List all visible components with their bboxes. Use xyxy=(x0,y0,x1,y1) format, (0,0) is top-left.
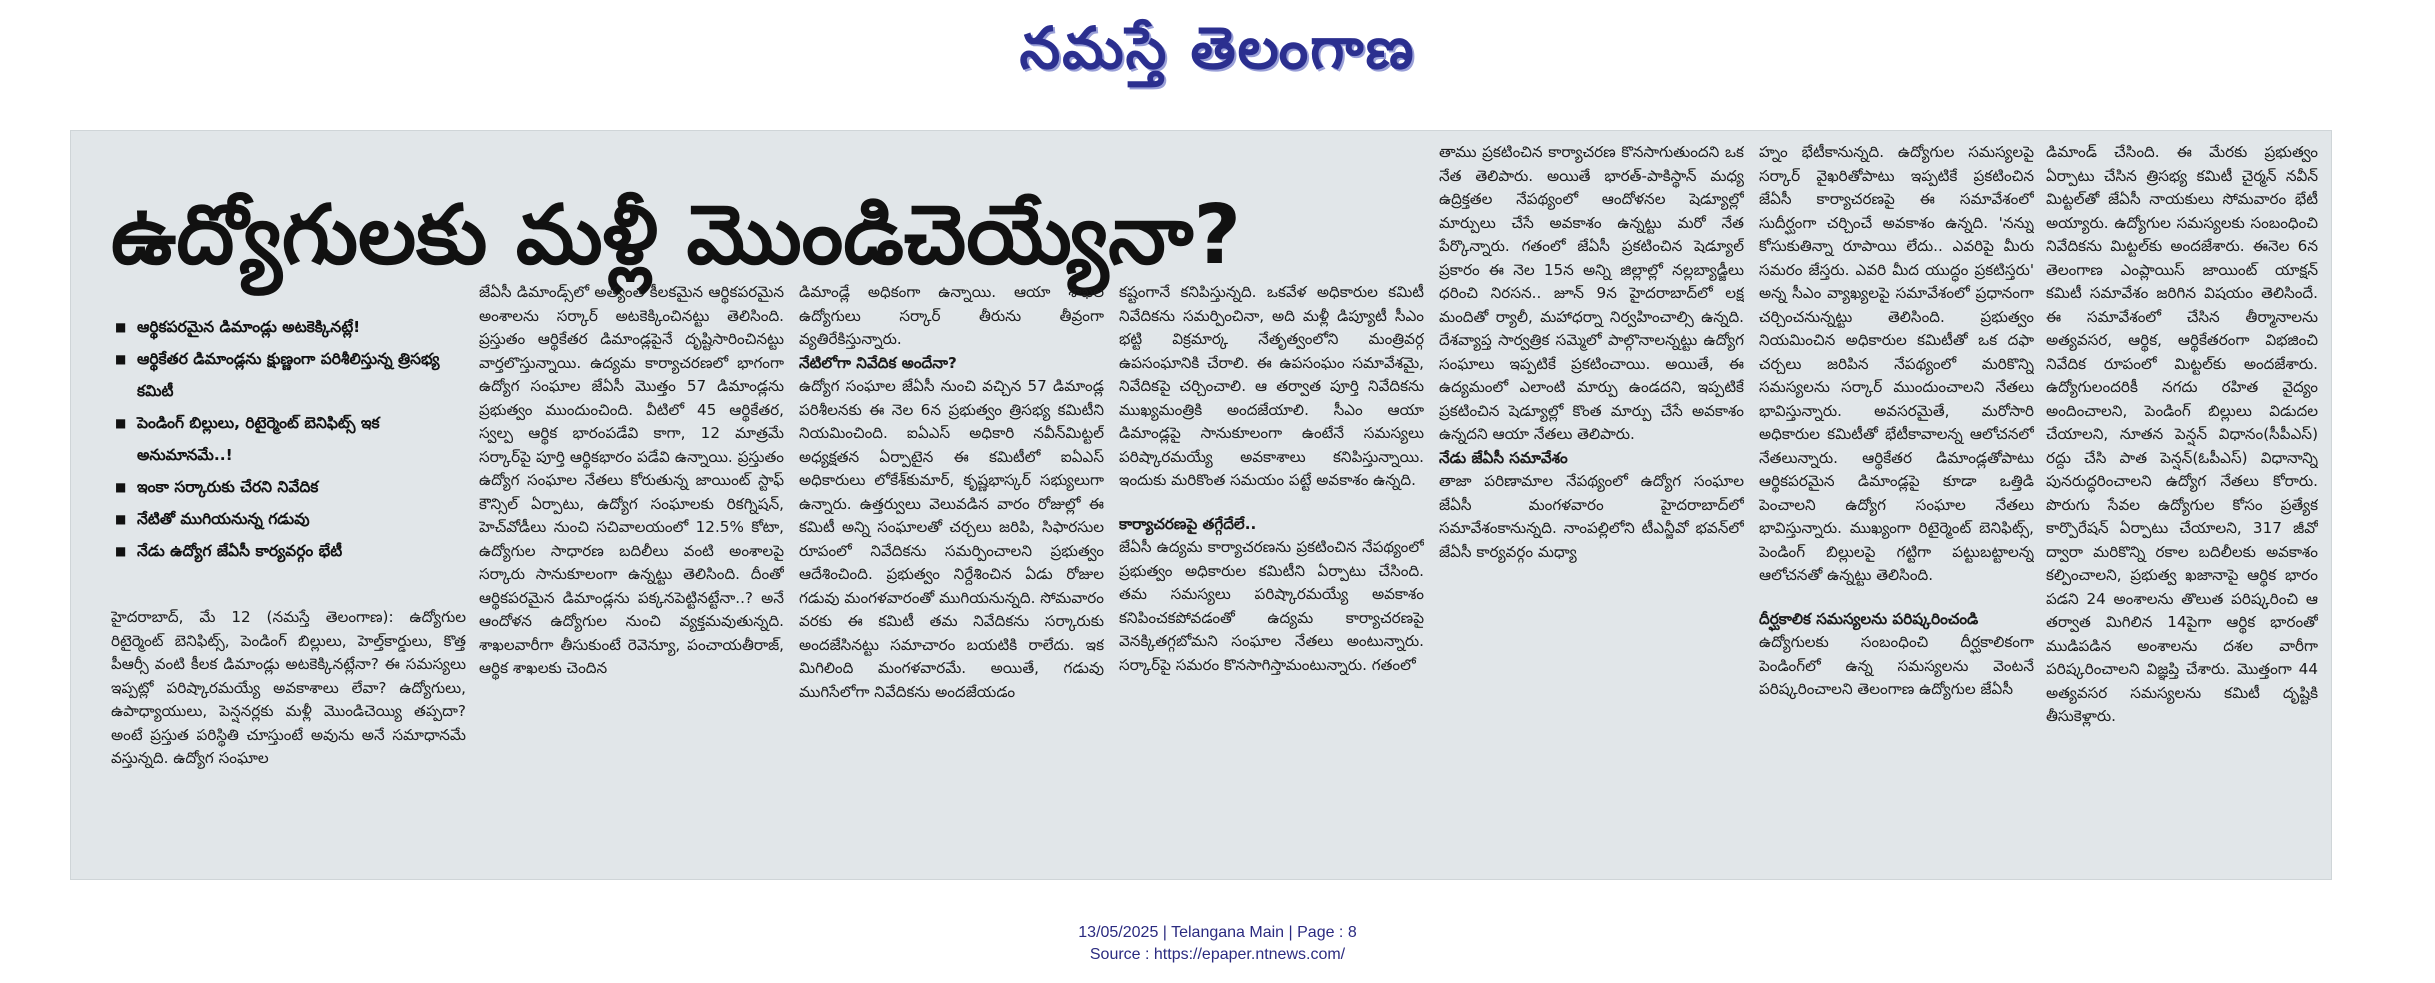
body-paragraph: హైదరాబాద్, మే 12 (నమస్తే తెలంగాణ): ఉద్యోగుల రిటైర్మెంట్ బెనిఫిట్స్, పెండింగ్ బిల్లులు, హెల్త్‌కార్డులు, కొత్త పీఆర్సీ వంటి కీలక డిమాండ్లు అటకెక్కినట్లేనా? ఈ సమస్యలు ఇప్పట్లో పరిష్కారమయ్యే అవకాశాలు లేవా? ఉద్యోగులు, ఉపాధ్యాయులు, పెన్షనర్లకు మళ్లీ మొండిచెయ్యి తప్పదా? అంటే ప్రస్తుత పరిస్థితి చూస్తుంటే అవును అనే సమాధానమే వస్తున్నది. ఉద్యోగ సంఘాల xyxy=(111,608,466,767)
highlight-item: ■ ఇంకా సర్కారుకు చేరని నివేదిక xyxy=(111,471,466,503)
column-3 xyxy=(799,281,1104,866)
body-paragraph: ఉద్యోగులకు సంబంధించి దీర్ఘకాలికంగా పెండింగ్‌లో ఉన్న సమస్యలను వెంటనే పరిష్కరించాలని తెలంగాణ ఉద్యోగుల జేఏసీ xyxy=(1759,633,2034,698)
highlight-item: ■ ఆర్థికపరమైన డిమాండ్లు అటకెక్కినట్లే! xyxy=(111,311,466,343)
body-paragraph: హ్నం భేటీకానున్నది. ఉద్యోగుల సమస్యలపై సర్కార్ వైఖరితోపాటు ఇప్పటికే ప్రకటించిన జేఏసీ కార్యాచరణపై ఈ సమావేశంలో సుదీర్ఘంగా చర్చించే అవకాశం ఉన్నది. 'నన్ను కోసుకుతిన్నా రూపాయి లేదు.. ఎవరిపై మీరు సమరం జేస్తరు. ఎవరి మీద యుద్ధం ప్రకటిస్తరు' అన్న సీఎం వ్యాఖ్యలపై సమావేశంలో ప్రధానంగా చర్చించనున్నట్టు తెలిసింది. ప్రభుత్వం నియమించిన అధికారుల కమిటీతో ఒక దఫా చర్చలు జరిపిన నేపథ్యంలో మరికొన్ని సమస్యలను సర్కార్ ముందుంచాలని నేతలు భావిస్తున్నారు. అవసరమైతే, మరోసారి అధికారుల కమిటీతో భేటీకావాలన్న ఆలోచనలో నేతలున్నారు. ఆర్థికేతర డిమాండ్లతోపాటు ఆర్థికపరమైన డిమాండ్లపై కూడా ఒత్తిడి పెంచాలని ఉద్యోగ సంఘాల నేతలు భావిస్తున్నారు. ముఖ్యంగా రిటైర్మెంట్ బెనిఫిట్స్, పెండింగ్ బిల్లులపై గట్టిగా పట్టుబట్టాలన్న ఆలోచనతో ఉన్నట్టు తెలిసింది. xyxy=(1759,143,2034,584)
column-6 xyxy=(1759,141,2034,866)
headline: ఉద్యోగులకు మళ్లీ మొండిచెయ్యేనా? xyxy=(111,188,1242,283)
subheading: కార్యాచరణపై తగ్గేదేలే.. xyxy=(1119,514,1257,533)
body-paragraph: కష్టంగానే కనిపిస్తున్నది. ఒకవేళ అధికారుల కమిటీ నివేదికను సమర్పించినా, అది మళ్లీ డిప్యూటీ సీఎం భట్టి విక్రమార్క నేతృత్వంలోని మంత్రివర్గ ఉపసంఘానికి చేరాలి. ఈ ఉపసంఘం సమావేశమై, నివేదికపై చర్చించాలి. ఆ తర్వాత పూర్తి నివేదికను ముఖ్యమంత్రికి అందజేయాలి. సీఎం ఆయా డిమాండ్లపై సానుకూలంగా ఉంటేనే సమస్యలు పరిష్కారమయ్యే అవకాశాలు కనిపిస్తున్నాయి. ఇందుకు మరికొంత సమయం పట్టే అవకాశం ఉన్నది. xyxy=(1119,283,1424,489)
column-4 xyxy=(1119,281,1424,866)
masthead xyxy=(0,0,2435,110)
body-paragraph: ఉద్యోగ సంఘాల జేఏసీ నుంచి వచ్చిన 57 డిమాండ్ల పరిశీలనకు ఈ నెల 6న ప్రభుత్వం త్రిసభ్య కమిటీని నియమించింది. ఐఏఎస్ అధికారి నవీన్‌మిట్టల్ అధ్యక్షతన ఏర్పాటైన ఈ కమిటీలో ఐఏఎస్ అధికారులు లోకేశ్‌కుమార్, కృష్ణభాస్కర్ సభ్యులుగా ఉన్నారు. ఉత్తర్వులు వెలువడిన వారం రోజుల్లో ఈ కమిటీ అన్ని సంఘాలతో చర్చలు జరిపి, సిఫారసుల రూపంలో నివేదికను సమర్పించాలని ప్రభుత్వం ఆదేశించింది. ప్రభుత్వం నిర్దేశించిన ఏడు రోజుల గడువు మంగళవారంతో ముగియనున్నది. సోమవారం వరకు ఈ కమిటీ తమ నివేదికను సర్కారుకు అందజేసినట్టు సమాచారం బయటికి రాలేదు. ఇక మిగిలింది మంగళవారమే. అయితే, గడువు ముగిసేలోగా నివేదికను అందజేయడం xyxy=(799,377,1104,701)
column-5 xyxy=(1439,141,1744,866)
column-1 xyxy=(111,606,466,866)
article-clipping xyxy=(70,130,2332,880)
subheading: నేడు జేఏసీ సమావేశం xyxy=(1439,448,1568,467)
subheading: నేటిలోగా నివేదిక అందేనా? xyxy=(799,353,957,372)
body-paragraph: జేఏసీ ఉద్యమ కార్యాచరణను ప్రకటించిన నేపథ్యంలో ప్రభుత్వం అధికారుల కమిటీని ఏర్పాటు చేసింది. తమ సమస్యలు పరిష్కారమయ్యే అవకాశం కనిపించకపోవడంతో ఉద్యమ కార్యాచరణపై వెనక్కితగ్గబోమని సంఘాల నేతలు అంటున్నారు. సర్కార్‌పై సమరం కొనసాగిస్తామంటున్నారు. గతంలో xyxy=(1119,538,1424,674)
subheading: దీర్ఘకాలిక సమస్యలను పరిష్కరించండి xyxy=(1759,609,1979,628)
highlight-item: ■ నేడు ఉద్యోగ జేఏసీ కార్యవర్గం భేటీ xyxy=(111,535,466,567)
body-paragraph: డిమాండ్లే అధికంగా ఉన్నాయి. ఆయా శాఖల ఉద్యోగులు సర్కార్ తీరును తీవ్రంగా వ్యతిరేకిస్తున్నారు. xyxy=(799,283,1104,348)
highlight-item: ■ ఆర్థికేతర డిమాండ్లను క్షుణ్ణంగా పరిశీలిస్తున్న త్రిసభ్య కమిటీ xyxy=(111,343,466,407)
footer-date-page: 13/05/2025 | Telangana Main | Page : 8 xyxy=(1078,924,1357,941)
column-2 xyxy=(479,281,784,866)
body-paragraph: జేఏసీ డిమాండ్స్‌లో అత్యంత కీలకమైన ఆర్థికపరమైన అంశాలను సర్కార్ అటకెక్కించినట్టు తెలిసింది. ప్రస్తుతం ఆర్థికేతర డిమాండ్లపైనే దృష్టిసారించినట్టు వార్తలొస్తున్నాయి. ఉద్యమ కార్యాచరణలో భాగంగా ఉద్యోగ సంఘాల జేఏసీ మొత్తం 57 డిమాండ్లను ప్రభుత్వం ముందుంచింది. వీటిలో 45 ఆర్థికేతర, స్వల్ప ఆర్థిక భారంపడేవి కాగా, 12 మాత్రమే సర్కార్‌పై పూర్తి ఆర్థికభారం పడేవి ఉన్నాయి. ప్రస్తుతం ఉద్యోగ సంఘాల నేతలు కోరుతున్న జాయింట్ స్టాఫ్ కౌన్సిల్ ఏర్పాటు, ఉద్యోగ సంఘాలకు రికగ్నిషన్, హెచ్‌వోడీలు నుంచి సచివాలయంలో 12.5% కోటా, ఉద్యోగుల సాధారణ బదిలీలు వంటి అంశాలపై సర్కారు సానుకూలంగా ఉన్నట్టు తెలిసింది. దీంతో ఆర్థికపరమైన డిమాండ్లను పక్కనపెట్టినట్టేనా..? అనే ఆందోళన ఉద్యోగుల నుంచి వ్యక్తమవుతున్నది. శాఖలవారీగా తీసుకుంటే రెవెన్యూ, పంచాయతీరాజ్, ఆర్థిక శాఖలకు చెందిన xyxy=(479,283,784,677)
highlight-item: ■ నేటితో ముగియనున్న గడువు xyxy=(111,503,466,535)
highlights-list xyxy=(111,311,466,567)
body-paragraph: డిమాండ్ చేసింది. ఈ మేరకు ప్రభుత్వం ఏర్పాటు చేసిన త్రిసభ్య కమిటీ చైర్మన్ నవీన్ మిట్టల్‌తో జేఏసీ నాయకులు సోమవారం భేటీ అయ్యారు. ఉద్యోగుల సమస్యలకు సంబంధించి నివేదికను మిట్టల్‌కు అందజేశారు. ఈనెల 6న తెలంగాణ ఎంప్లాయిస్ జాయింట్ యాక్షన్ కమిటీ సమావేశం జరిగిన విషయం తెలిసిందే. ఈ సమావేశంలో చేసిన తీర్మానాలను అత్యవసర, ఆర్థిక, ఆర్థికేతరంగా విభజించి నివేదిక రూపంలో మిట్టల్‌కు అందజేశారు. ఉద్యోగులందరికీ నగదు రహిత వైద్యం అందించాలని, పెండింగ్ బిల్లులు విడుదల చేయాలని, నూతన పెన్షన్ విధానం(సీపీఎస్) రద్దు చేసి పాత పెన్షన్(ఓపీఎస్) విధానాన్ని పునరుద్ధరించాలని ఉద్యోగ నేతలు కోరారు. పొరుగు సేవల ఉద్యోగుల కోసం ప్రత్యేక కార్పొరేషన్ ఏర్పాటు చేయాలని, 317 జీవో ద్వారా మరికొన్ని రకాల బదిలీలకు అవకాశం కల్పించాలని, ప్రభుత్వ ఖజానాపై ఆర్థిక భారం పడని 24 అంశాలను తొలుత పరిష్కరించి ఆ తర్వాత మిగిలిన 14పైగా ఆర్థిక భారంతో ముడిపడిన అంశాలను దశల వారీగా పరిష్కరించాలని విజ్ఞప్తి చేశారు. మొత్తంగా 44 అత్యవసర సమస్యలను కమిటీ దృష్టికి తీసుకెళ్లారు. xyxy=(2046,143,2318,725)
body-paragraph: తాము ప్రకటించిన కార్యాచరణ కొనసాగుతుందని ఒక నేత తెలిపారు. అయితే భారత్-పాకిస్థాన్ మధ్య ఉద్రిక్తతల నేపథ్యంలో ఆందోళనల షెడ్యూల్లో మార్పులు చేసే అవకాశం ఉన్నట్టు మరో నేత పేర్కొన్నారు. గతంలో జేఏసీ ప్రకటించిన షెడ్యూల్ ప్రకారం ఈ నెల 15న అన్ని జిల్లాల్లో నల్లబ్యాడ్జీలు ధరించి నిరసన.. జూన్ 9న హైదరాబాద్‌లో లక్ష మందితో ర్యాలీ, మహాధర్నా నిర్వహించాల్సి ఉన్నది. దేశవ్యాప్త సార్వత్రిక సమ్మెలో పాల్గొనాలన్నట్టు ఉద్యోగ సంఘాలు ఇప్పటికే ప్రకటించాయి. అయితే, ఈ ఉద్యమంలో ఎలాంటి మార్పు ఉండదని, ఇప్పటికే ప్రకటించిన షెడ్యూల్లో కొంత మార్పు చేసే అవకాశం ఉన్నదని ఆయా నేతలు తెలిపారు. xyxy=(1439,143,1744,443)
newspaper-logo: నమస్తే తెలంగాణ xyxy=(1019,13,1416,82)
footer-source: Source : https://epaper.ntnews.com/ xyxy=(1089,946,1346,963)
column-7 xyxy=(2046,141,2318,866)
highlight-item: ■ పెండింగ్ బిల్లులు, రిటైర్మెంట్ బెనిఫిట్స్ ఇక అనుమానమే..! xyxy=(111,407,466,471)
body-paragraph: తాజా పరిణామాల నేపథ్యంలో ఉద్యోగ సంఘాల జేఏసీ మంగళవారం హైదరాబాద్‌లో సమావేశంకానున్నది. నాంపల్లిలోని టీఎన్జీవో భవన్‌లో జేఏసీ కార్యవర్గం మధ్యా xyxy=(1439,472,1744,561)
